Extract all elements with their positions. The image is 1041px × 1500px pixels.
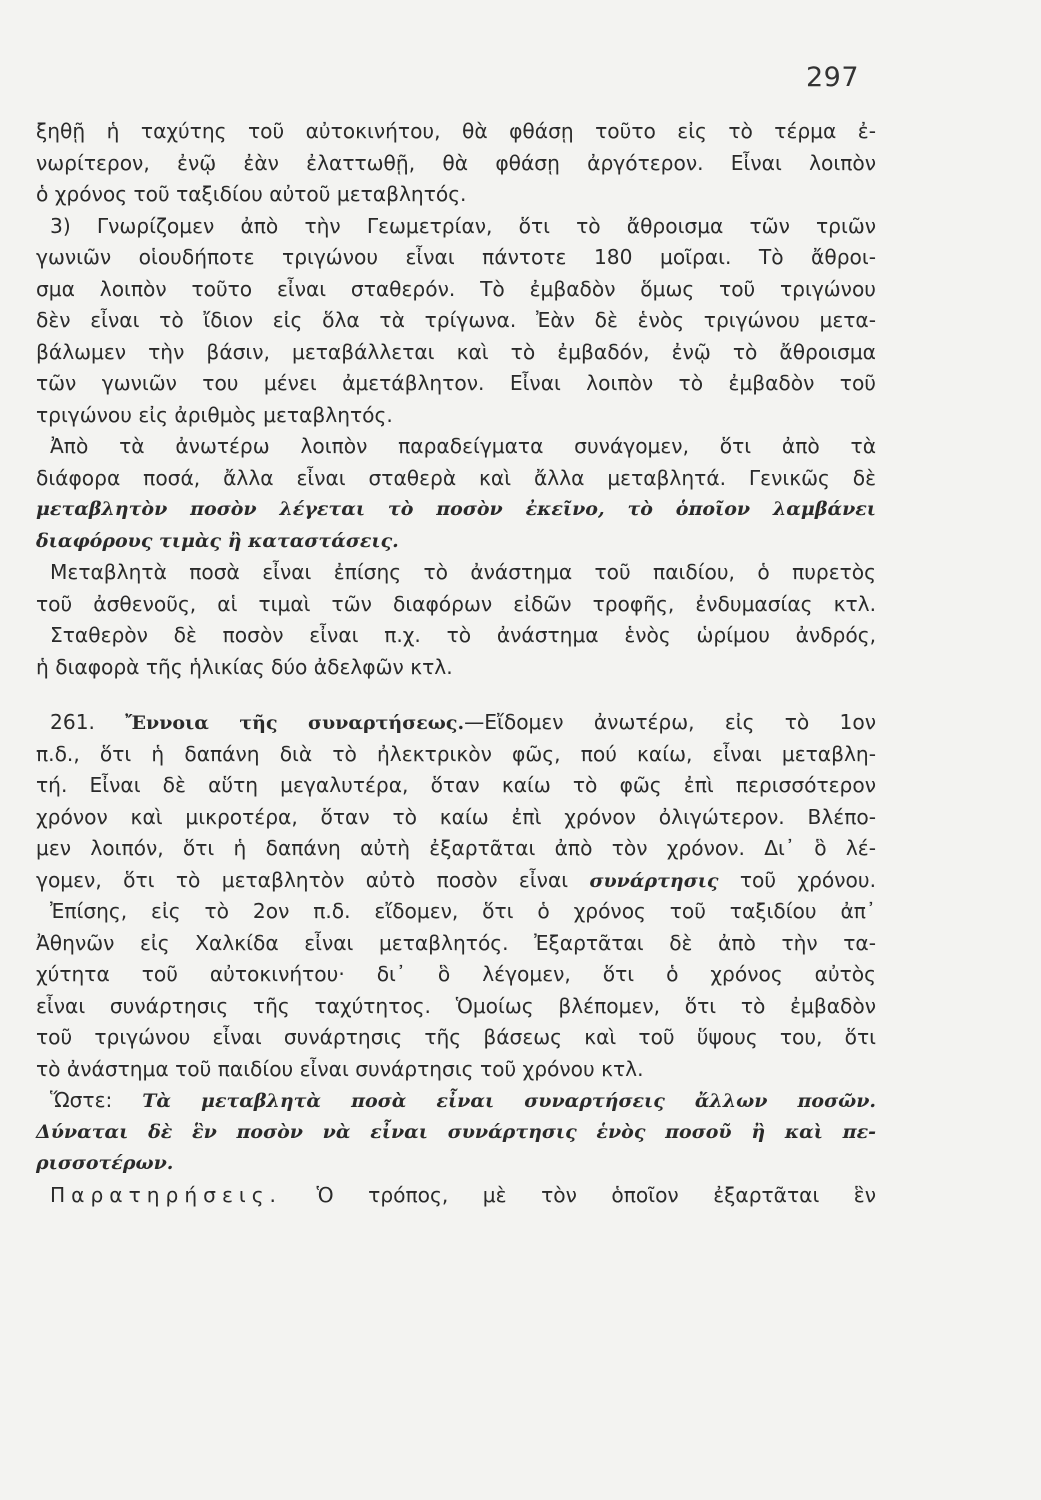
text-line: 3) Γνωρίζομεν ἀπὸ τὴν Γεωμετρίαν, ὅτι τὸ ἄθροισμα τῶν τριῶν (50, 213, 876, 238)
section-heading-line (36, 707, 876, 739)
definition-line: διαφόρους τιμὰς ἢ καταστάσεις. (36, 529, 399, 552)
text-line: σμα λοιπὸν τοῦτο εἶναι σταθερόν. Τὸ ἐμβαδὸν ὅμως τοῦ τριγώνου (36, 276, 876, 301)
text-span: τοῦ χρόνου. (718, 867, 876, 892)
text-line: εἶναι συνάρτησις τῆς ταχύτητος. Ὁμοίως βλέπομεν, ὅτι τὸ ἐμβαδὸν (36, 993, 876, 1018)
emphasis-term: συνάρτησις (589, 869, 719, 892)
conclusion-line (36, 1085, 876, 1117)
text-line: δὲν εἶναι τὸ ἴδιον εἰς ὅλα τὰ τρίγωνα. Ἐὰν δὲ ἑνὸς τριγώνου μετα- (36, 308, 876, 332)
text-line: τὸ ἀνάστημα τοῦ παιδίου εἶναι συνάρτησις τοῦ χρόνου κτλ. (36, 1056, 644, 1081)
text-line: γωνιῶν οἱουδήποτε τριγώνου εἶναι πάντοτε 180 μοῖραι. Τὸ ἄθροι- (36, 245, 876, 269)
text-line: Ἀπὸ τὰ ἀνωτέρω λοιπὸν παραδείγματα συνάγομεν, ὅτι ἀπὸ τὰ (50, 434, 876, 458)
text-line: ὁ χρόνος τοῦ ταξιδίου αὐτοῦ μεταβλητός. (36, 182, 467, 206)
text-line: τριγώνου εἰς ἀριθμὸς μεταβλητός. (36, 402, 393, 427)
text-line: νωρίτερον, ἐνῷ ἐὰν ἐλαττωθῇ, θὰ φθάσῃ ἀργότερον. Εἶναι λοιπὸν (36, 150, 876, 175)
text-line: Μεταβλητὰ ποσὰ εἶναι ἐπίσης τὸ ἀνάστημα τοῦ παιδίου, ὁ πυρετὸς (50, 560, 876, 584)
body-text (36, 116, 876, 1211)
definition-line: μεταβλητὸν ποσὸν λέγεται τὸ ποσὸν ἐκεῖνο, τὸ ὁποῖον λαμβάνει (36, 498, 876, 520)
remarks-line (36, 1180, 876, 1212)
text-line: ἡ διαφορὰ τῆς ἡλικίας δύο ἀδελφῶν κτλ. (36, 654, 453, 679)
text-line: διάφορα ποσά, ἄλλα εἶναι σταθερὰ καὶ ἄλλα μεταβλητά. Γενικῶς δὲ (36, 465, 876, 490)
section-title: Ἔννοια τῆς συναρτήσεως. (125, 712, 465, 734)
text-line: π.δ., ὅτι ἡ δαπάνη διὰ τὸ ἠλεκτρικὸν φῶς, πού καίω, εἶναι μεταβλη- (36, 741, 876, 766)
section-gap (36, 683, 876, 707)
text-line: τῶν γωνιῶν του μένει ἀμετάβλητον. Εἶναι λοιπὸν τὸ ἐμβαδὸν τοῦ (36, 371, 876, 395)
page-number: 297 (806, 62, 860, 93)
text-span: —Εἴδομεν ἀνωτέρω, εἰς τὸ 1ον (464, 710, 876, 734)
text-line: βάλωμεν τὴν βάσιν, μεταβάλλεται καὶ τὸ ἐμβαδόν, ἐνῷ τὸ ἄθροισμα (36, 339, 876, 364)
conclusion-line: Δύναται δὲ ἓν ποσὸν νὰ εἶναι συνάρτησις ἑνὸς ποσοῦ ἢ καὶ πε- (36, 1120, 876, 1143)
conclusion-line: ρισσοτέρων. (36, 1152, 174, 1174)
section-number: 261. (50, 710, 126, 734)
conclusion-text: Τὰ μεταβλητὰ ποσὰ εἶναι συναρτήσεις ἄλλων ποσῶν. (142, 1090, 876, 1112)
text-span: γομεν, ὅτι τὸ μεταβλητὸν αὐτὸ ποσὸν εἶναι (36, 867, 590, 892)
text-span: Ὥστε: (50, 1088, 143, 1112)
text-line: ξηθῇ ἡ ταχύτης τοῦ αὐτοκινήτου, θὰ φθάσῃ τοῦτο εἰς τὸ τέρμα ἐ- (36, 119, 876, 143)
text-line: τή. Εἶναι δὲ αὕτη μεγαλυτέρα, ὅταν καίω τὸ φῶς ἐπὶ περισσότερον (36, 773, 876, 797)
remarks-label: Παρατηρήσεις. (50, 1182, 282, 1207)
text-span: Ὁ τρόπος, μὲ τὸν ὁποῖον ἐξαρτᾶται ἓν (281, 1182, 876, 1207)
text-line: Ἀθηνῶν εἰς Χαλκίδα εἶναι μεταβλητός. Ἐξαρτᾶται δὲ ἀπὸ τὴν τα- (36, 930, 876, 955)
text-line: τοῦ τριγώνου εἶναι συνάρτησις τῆς βάσεως καὶ τοῦ ὕψους του, ὅτι (36, 1025, 876, 1049)
text-line (36, 865, 876, 897)
text-line: Ἐπίσης, εἰς τὸ 2ον π.δ. εἴδομεν, ὅτι ὁ χρόνος τοῦ ταξιδίου ἀπ᾽ (50, 899, 876, 923)
text-line: τοῦ ἀσθενοῦς, αἱ τιμαὶ τῶν διαφόρων εἰδῶν τροφῆς, ἐνδυμασίας κτλ. (36, 591, 876, 616)
text-line: χρόνον καὶ μικροτέρα, ὅταν τὸ καίω ἐπὶ χρόνον ὀλιγώτερον. Βλέπο- (36, 804, 876, 829)
text-line: Σταθερὸν δὲ ποσὸν εἶναι π.χ. τὸ ἀνάστημα ἑνὸς ὡρίμου ἀνδρός, (50, 623, 876, 647)
text-line: μεν λοιπόν, ὅτι ἡ δαπάνη αὐτὴ ἐξαρτᾶται ἀπὸ τὸν χρόνον. Δι᾽ ὃ λέ- (36, 836, 876, 860)
text-line: χύτητα τοῦ αὐτοκινήτου· δι᾽ ὃ λέγομεν, ὅτι ὁ χρόνος αὐτὸς (36, 962, 876, 986)
